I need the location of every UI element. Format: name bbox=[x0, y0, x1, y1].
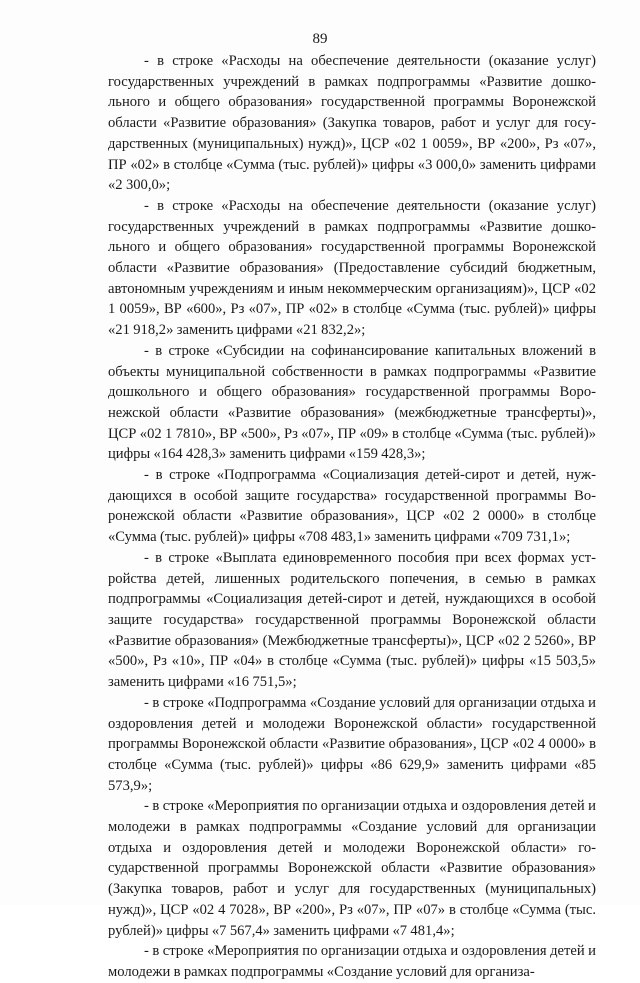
page-body bbox=[108, 51, 596, 983]
paragraph: - в строке «Расходы на обеспечение деятельности (оказание услуг) государственных учреждений в рамках подпрограммы «Развитие дошкольного и общего образования» государственной программы Воронежской области «Развитие образования» (Закупка товаров, работ и услуг для государственных (муниципальных) нужд)», ЦСР «02 1 0059», ВР «200», Рз «07», ПР «02» в столбце «Сумма (тыс. рублей)» цифры «3 000,0» заменить цифрами «2 300,0»; bbox=[108, 53, 596, 194]
paragraph: - в строке «Подпрограмма «Социализация детей-сирот и детей, нуждающихся в особой защите государства» государственной программы Воронежской области «Развитие образования», ЦСР «02 2 0000» в столбце «Сумма (тыс. рублей)» цифры «708 483,1» заменить цифрами «709 731,1»; bbox=[108, 467, 596, 546]
paragraph: - в строке «Мероприятия по организации отдыха и оздоровления детей и молодежи в рамках подпрограммы «Создание условий для организа- bbox=[108, 943, 596, 980]
page-number: 89 bbox=[312, 31, 328, 47]
paragraph: - в строке «Подпрограмма «Создание условий для организации отдыха и оздоровления детей и молодежи Воронежской области» государственной программы Воронежской области «Развитие образования», ЦСР «02 4 0000» в столбце «Сумма (тыс. рублей)» цифры «86 629,9» заменить цифрами «85 573,9»; bbox=[108, 694, 596, 794]
paragraph: - в строке «Субсидии на софинансирование капитальных вложений в объекты муниципальной собственности в рамках подпрограммы «Развитие дошкольного и общего образования» государственной программы Воронежской области «Развитие образования» (межбюджетные трансферты)», ЦСР «02 1 7810», ВР «500», Рз «07», ПР «09» в столбце «Сумма (тыс. рублей)» цифры «164 428,3» заменить цифрами «159 428,3»; bbox=[108, 342, 596, 463]
paragraph: - в строке «Расходы на обеспечение деятельности (оказание услуг) государственных учреждений в рамках подпрограммы «Развитие дошкольного и общего образования» государственной программы Воронежской области «Развитие образования» (Предоставление субсидий бюджетным, автономным учреждениям и иным некоммерческим организациям)», ЦСР «02 1 0059», ВР «600», Рз «07», ПР «02» в столбце «Сумма (тыс. рублей)» цифры «21 918,2» заменить цифрами «21 832,2»; bbox=[108, 197, 596, 339]
paragraph: - в строке «Выплата единовременного пособия при всех формах устройства детей, лишенных родительского попечения, в семью в рамках подпрограммы «Социализация детей-сирот и детей, нуждающихся в особой защите государства» государственной программы Воронежской области «Развитие образования» (Межбюджетные трансферты)», ЦСР «02 2 5260», ВР «500», Рз «10», ПР «04» в столбце «Сумма (тыс. рублей)» цифры «15 503,5» заменить цифрами «16 751,5»; bbox=[108, 549, 596, 691]
paragraph: - в строке «Мероприятия по организации отдыха и оздоровления детей и молодежи в рамках подпрограммы «Создание условий для организации отдыха и оздоровления детей и молодежи Воронежской области» государственной программы Воронежской области «Развитие образования» (Закупка товаров, работ и услуг для государственных (муниципальных) нужд)», ЦСР «02 4 7028», ВР «200», Рз «07», ПР «07» в столбце «Сумма (тыс. рублей)» цифры «7 567,4» заменить цифрами «7 481,4»; bbox=[108, 798, 596, 939]
